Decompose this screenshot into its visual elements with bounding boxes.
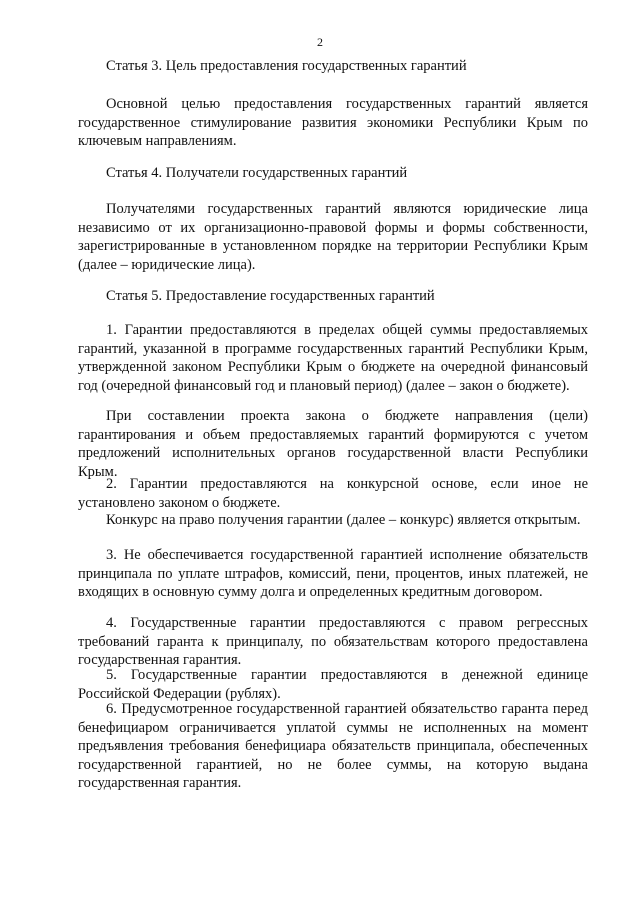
article-5-paragraph-2b: Конкурс на право получения гарантии (далее – конкурс) является открытым. (106, 512, 581, 528)
article-4-paragraph: Получателями государственных гарантий являются юридические лица независимо от их организационно-правовой формы и формы собственности, зарегистрированные в установленном порядке на территории Республики Крым (далее – юридические лица). (78, 201, 588, 273)
article-5-paragraph-1b: При составлении проекта закона о бюджете направления (цели) гарантирования и объем предоставляемых гарантий формируются с учетом предложений исполнительных органов государственной власти Республики Крым. (78, 408, 588, 480)
article-3-paragraph: Основной целью предоставления государственных гарантий является государственное стимулирование развития экономики Республики Крым по ключевым направлениям. (78, 96, 588, 150)
article-5-paragraph-4: 4. Государственные гарантии предоставляются с правом регрессных требований гаранта к принципалу, по обязательствам которого предоставлена государственная гарантия. (78, 615, 588, 669)
page-number: 2 (317, 35, 323, 49)
article-4-heading: Статья 4. Получатели государственных гарантий (106, 165, 408, 181)
article-5-paragraph-2: 2. Гарантии предоставляются на конкурсной основе, если иное не установлено законом о бюджете. (78, 476, 588, 511)
article-3-heading: Статья 3. Цель предоставления государственных гарантий (106, 58, 467, 74)
article-5-heading: Статья 5. Предоставление государственных гарантий (106, 288, 435, 304)
article-5-paragraph-1: 1. Гарантии предоставляются в пределах общей суммы предоставляемых гарантий, указанной в программе государственных гарантий Республики Крым, утвержденной законом Республики Крым о бюджете на очередной финансовый год (очередной финансовый год и плановый период) (далее – закон о бюджете). (78, 322, 588, 394)
article-5-paragraph-5: 5. Государственные гарантии предоставляются в денежной единице Российской Федерации (рублях). (78, 667, 588, 702)
article-5-paragraph-3: 3. Не обеспечивается государственной гарантией исполнение обязательств принципала по уплате штрафов, комиссий, пени, процентов, иных платежей, не входящих в основную сумму долга и определенных кредитным договором. (78, 547, 588, 601)
article-5-paragraph-6: 6. Предусмотренное государственной гарантией обязательство гаранта перед бенефициаром ограничивается уплатой суммы не исполненных на момент предъявления требования бенефициара обязательств принципала, обеспеченных государственной гарантией, но не более суммы, на которую выдана государственная гарантия. (78, 701, 588, 792)
